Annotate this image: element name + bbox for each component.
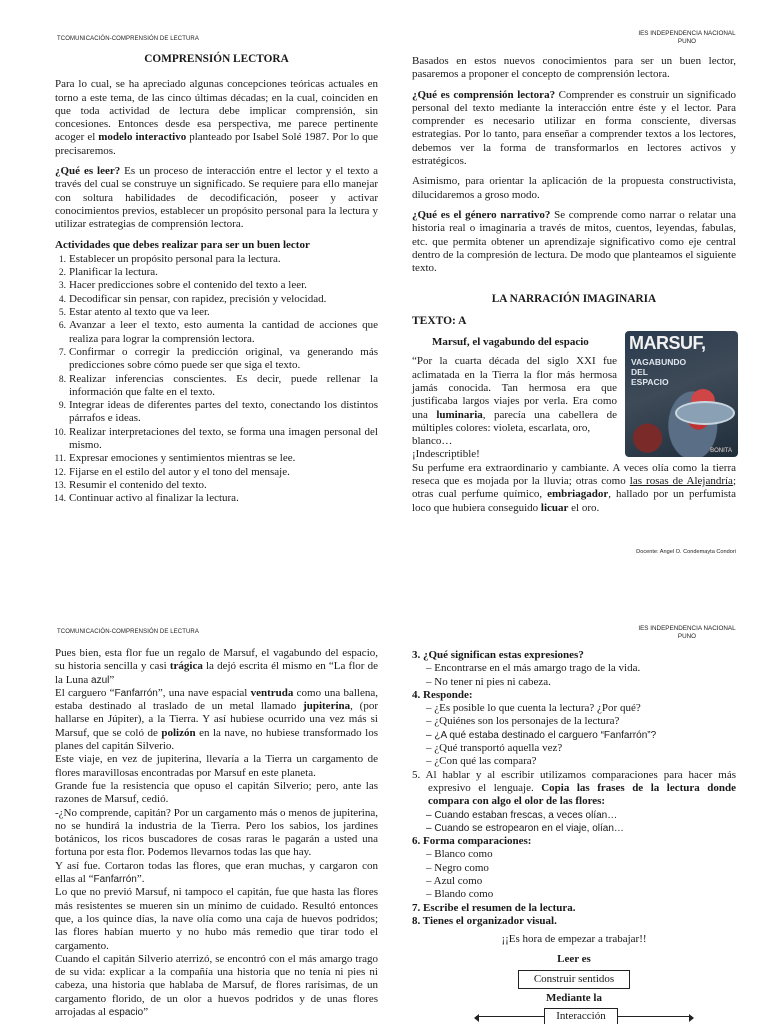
organizer-leer-es: Leer es [557, 952, 591, 965]
question-7: 7. Escribe el resumen de la lectura. [412, 901, 576, 914]
activities-list [55, 253, 378, 506]
activity-item [55, 253, 378, 266]
story-p8: Cuando el capitán Silverio aterrizó, se encontró con el más amargo trago de su vida: explicar a la compañía una historia que no tenía ni pies ni cabeza, una historia que hablaba de Marsuf, de flores rarísimas, de un cargamento florido, de un olor a huevos podridos y de unas flores arrojadas al espacio” [55, 952, 378, 1019]
header-course-2: TCOMUNICACIÓN-COMPRENSIÓN DE LECTURA [57, 629, 199, 635]
question-6: 6. Forma comparaciones: [412, 835, 532, 848]
activity-number: 9. [58, 401, 66, 412]
question-4-item: – ¿Qué transportó aquella vez? [426, 742, 563, 755]
activity-text: Realizar inferencias conscientes. Es decir, puede rellenar la información que falte en el texto. [69, 372, 378, 398]
comprension-question: ¿Qué es comprensión lectora? [412, 88, 556, 101]
book-cover-author: BONITA [710, 448, 732, 454]
work-prompt: ¡¡Es hora de empezar a trabajar!! [501, 933, 647, 946]
organizer-box-construir: Construir sentidos [518, 970, 630, 989]
organizer-branch [412, 1008, 736, 1024]
activity-number: 6. [58, 321, 66, 332]
activity-number: 5. [58, 308, 66, 319]
activity-text: Expresar emociones y sentimientos mientras se lee. [69, 452, 296, 465]
leer-question: ¿Qué es leer? [55, 165, 121, 178]
activity-number: 14. [54, 494, 66, 505]
activity-number: 2. [58, 268, 66, 279]
texto-label: TEXTO: A [412, 314, 467, 327]
intro-paragraph: Para lo cual, se ha apreciado algunas concepciones teóricas actuales en torno a este tema, de las cinco últimas décadas; en la cual, coinciden en que toda actividad de lectura debe implicar comprensión, sin concesiones. Entonces desde esa perspectiva, me parece pertinente acoger el modelo interactivo planteado por Isabel Solé 1987. Por lo que precisaremos. [55, 78, 378, 157]
activity-text: Fijarse en el estilo del autor y el tono del mensaje. [69, 465, 290, 478]
activity-text: Estar atento al texto que va leer. [69, 306, 210, 319]
activity-text: Hacer predicciones sobre el contenido del texto a leer. [69, 279, 307, 292]
asimismo-paragraph: Asimismo, para orientar la aplicación de la propuesta constructivista, dilucidaremos a groso modo. [412, 175, 736, 201]
activity-text: Planificar la lectura. [69, 266, 158, 279]
story-p3: Este viaje, en vez de jupiterina, llevaría a la Tierra un cargamento de flores maravillosas encontradas por Marsuf en este planeta. [55, 753, 378, 779]
activity-text: Establecer un propósito personal para la lectura. [69, 252, 281, 265]
activity-text: Continuar activo al finalizar la lectura. [69, 492, 239, 505]
activity-item [55, 466, 378, 479]
story-intro: “Por la cuarta década del siglo XXI fue aclimatada en la Tierra la flor más hermosa jamás conocida. Tan hermosa era que justificaba largos viajes por verla. Era como una luminaria, parecía una cabellera de múltiples colores: violeta, escarlata, oro, blanco… [412, 355, 617, 448]
activity-item [55, 293, 378, 306]
question-6-item: – Azul como [426, 875, 483, 888]
genero-paragraph: ¿Qué es el género narrativo? Se comprende como narrar o relatar una historia real o imaginaria a través de mitos, cuentos, leyendas, fabulas, etc. que permita obtener un aprendizaje significativo como eje central dentro de la compresión de lectura. De modo que planteamos el siguiente texto. [412, 208, 736, 275]
activity-item [55, 266, 378, 279]
page-2 [0, 618, 768, 1024]
header-course: TCOMUNICACIÓN-COMPRENSIÓN DE LECTURA [57, 36, 199, 42]
genero-question: ¿Qué es el género narrativo? [412, 208, 551, 221]
book-cover-image [625, 331, 738, 457]
activity-number: 11. [54, 454, 66, 465]
story-p5: -¿No comprende, capitán? Por un cargamento más o menos de jupiterina, no se hundirá la industria de la Tierra. Pero los sabios, los jardines botánicos, los ricos buscadores de cosas raras le pagarán a usted una fortuna por esta flor. Podemos llevarnos todas las que hay. [55, 806, 378, 859]
organizer-box-interaccion: Interacción [544, 1008, 618, 1024]
book-cover-title: MARSUF, [629, 333, 706, 353]
activity-number: 1. [58, 254, 66, 265]
story-p1: Pues bien, esta flor fue un regalo de Marsuf, el vagabundo del espacio, su historia sencilla y casi trágica la dejó escrita él mismo en “La flor de la Luna azul” [55, 647, 378, 686]
story-p4: Grande fue la resistencia que opuso el capitán Silverio; pero, ante las razones de Marsuf, cedió. [55, 779, 378, 806]
activity-item [55, 373, 378, 400]
page-title: COMPRENSIÓN LECTORA [144, 53, 289, 65]
bridge-paragraph: Basados en estos nuevos conocimientos para ser un buen lector, pasaremos a proponer el concepto de comprensión lectora. [412, 55, 736, 81]
activity-number: 13. [54, 480, 66, 491]
activity-item [55, 452, 378, 465]
activity-number: 10. [54, 427, 66, 438]
question-4-item: – ¿Es posible lo que cuenta la lectura? ¿Por qué? [426, 702, 641, 715]
activity-text: Integrar ideas de diferentes partes del texto, conectando los distintos párrafos e ideas. [69, 399, 378, 425]
activity-item [55, 306, 378, 319]
story-continuation [55, 647, 378, 1024]
activities-title: Actividades que debes realizar para ser un buen lector [55, 238, 310, 251]
question-8: 8. Tienes el organizador visual. [412, 914, 557, 927]
header-school-name: IES INDEPENDENCIA NACIONAL [638, 30, 736, 37]
activity-text: Decodificar sin pensar, con rapidez, precisión y velocidad. [69, 292, 327, 305]
activity-item [55, 426, 378, 453]
activity-item [55, 399, 378, 426]
leer-paragraph: ¿Qué es leer? Es un proceso de interacción entre el lector y el texto a través del cual se construye un significado. Se requiere para ello manejar con soltura habilidades de decodificación, poseer y activar conocimientos previos, establecer un propósito personal para la lectura y utilizar estrategias de comprensión lectora. [55, 165, 378, 231]
header-school-city-2: PUNO [677, 633, 697, 640]
activity-number: 3. [58, 281, 66, 292]
question-3-item: – No tener ni pies ni cabeza. [426, 675, 551, 688]
story-p6: Y así fue. Cortaron todas las flores, que eran muchas, y cargaron con ellas al “Fanfarrón”. [55, 859, 378, 886]
question-3-item: – Encontrarse en el más amargo trago de la vida. [426, 662, 641, 675]
questions-column [412, 649, 736, 1024]
header-school-2 [632, 625, 742, 641]
header-school-name-2: IES INDEPENDENCIA NACIONAL [638, 625, 736, 632]
question-4-item: – ¿A qué estaba destinado el carguero “Fanfarrón”? [426, 729, 657, 741]
question-6-item: – Blando como [426, 888, 494, 901]
activity-number: 4. [58, 294, 66, 305]
story-p7: Lo que no previó Marsuf, ni tampoco el capitán, fue que hasta las flores más resistentes se mueren sin un mínimo de cuidado. Resultó entonces que, a los quince días, la nave olía como una caja de huevos podridos; las flores habían muerto y no hubo más remedio que tirar todo el cargamento. [55, 886, 378, 952]
story-title: Marsuf, el vagabundo del espacio [432, 336, 589, 349]
activity-number: 8. [58, 374, 66, 385]
question-5-item: – Cuando estaban frescas, a veces olían… [426, 809, 618, 821]
question-5-item: – Cuando se estropearon en el viaje, olían… [426, 822, 624, 834]
activity-item [55, 279, 378, 292]
story-indescriptible: ¡Indescriptible! [412, 448, 480, 461]
story-perfume: Su perfume era extraordinario y cambiante. A veces olía como la tierra reseca que es mojada por la lluvia; otras como las rosas de Alejandría; otras cual perfume químico, embriagador, hallado por un perfumista loco que hubiera conseguido licuar el oro. [412, 461, 736, 514]
story-blanco: blanco… [412, 435, 453, 448]
activity-text: Realizar interpretaciones del texto, se forma una imagen personal del mismo. [69, 425, 378, 452]
activity-number: 7. [58, 347, 66, 358]
arrow-left-icon [474, 1014, 479, 1022]
story-p2: El carguero “Fanfarrón”, una nave espacial ventruda como una ballena, estaba destinado al traslado de un metal llamado jupiterina, (por hallarse en Júpiter), a la Tierra. Y así hubiese ocurrido una vez más si Marsuf, que se coló de polizón en la nave, no hubiese transformado los planes del capitán Silverio. [55, 686, 378, 753]
activity-item [55, 319, 378, 346]
activity-item [55, 346, 378, 373]
question-4: 4. Responde: [412, 688, 473, 701]
question-3: 3. ¿Qué significan estas expresiones? [412, 649, 584, 661]
question-4-item: – ¿Con qué las compara? [426, 755, 537, 768]
activity-text: Resumir el contenido del texto. [69, 478, 207, 491]
question-6-item: – Blanco como [426, 848, 493, 861]
organizer-mediante: Mediante la [546, 992, 602, 1005]
book-cover-subtitle: VAGABUNDO DEL ESPACIO [631, 357, 687, 387]
left-column [55, 53, 378, 506]
arrow-right-icon [689, 1014, 694, 1022]
docente-signature: Docente: Angel O. Condemayta Condori [636, 549, 736, 555]
question-5: 5. Al hablar y al escribir utilizamos comparaciones para hacer más expresivo el lenguaje. Copia las frases de la lectura donde compara con algo el olor de las flores: [412, 768, 736, 808]
activity-item [55, 479, 378, 492]
header-school [632, 30, 742, 46]
question-6-item: – Negro como [426, 861, 489, 874]
activity-item [55, 492, 378, 505]
question-4-item: – ¿Quiénes son los personajes de la lectura? [426, 715, 620, 728]
section-title: LA NARRACIÓN IMAGINARIA [491, 293, 657, 306]
header-school-city: PUNO [677, 38, 697, 45]
comprension-paragraph: ¿Qué es comprensión lectora? Comprender es construir un significado personal del texto mediante la interacción entre éste y el lector. Para comprender es necesario utilizar en forma consciente, diversas estrategias. Por lo tanto, para enseñar a comprender textos a los lectores, debemos ver la forma de transformarlos en lectores activos y estratégicos. [412, 88, 736, 168]
activity-text: Avanzar a leer el texto, esto aumenta la cantidad de acciones que realiza para lograr la comprensión lectora. [69, 319, 378, 345]
spaceship-illustration [675, 401, 735, 425]
activity-number: 12. [54, 467, 66, 478]
activity-text: Confirmar o corregir la predicción original, va generando más predicciones sobre cómo puede ser que siga el texto. [69, 345, 378, 372]
